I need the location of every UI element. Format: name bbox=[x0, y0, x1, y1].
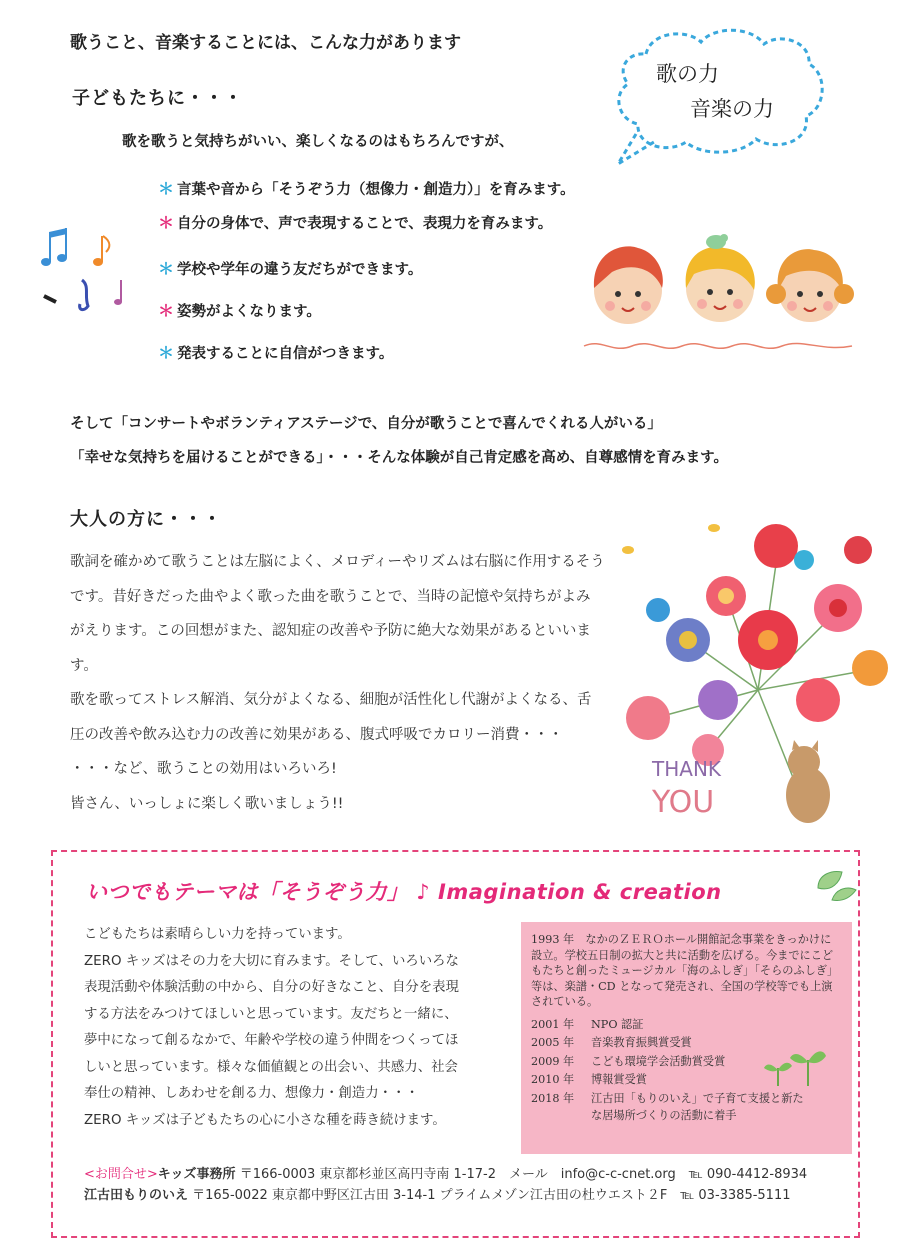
cloud-line-2: 音楽の力 bbox=[690, 97, 774, 121]
intro-line: 歌うこと、音楽することには、こんな力があります bbox=[70, 33, 461, 53]
history-row bbox=[531, 1016, 842, 1035]
history-year: 2018 年 bbox=[531, 1091, 575, 1105]
zero-body-line: ZERO キッズは子どもたちの心に小さな種を蒔き続けます。 bbox=[84, 1112, 446, 1128]
history-text: NPO 認証 bbox=[591, 1017, 644, 1031]
place-name: 江古田もりのいえ bbox=[84, 1188, 189, 1203]
adults-paragraph: 皆さん、いっしょに楽しく歌いましょう!! bbox=[70, 795, 344, 812]
history-text: 音楽教育振興賞受賞 bbox=[591, 1036, 692, 1049]
summary-line-1: そして「コンサートやボランティアステージで、自分が歌うことで喜んでくれる人がいる」 bbox=[70, 416, 662, 432]
zero-body-line: こどもたちは素晴らしい力を持っています。 bbox=[84, 927, 351, 942]
kids-bullet-text: 言葉や音から「そうぞう力（想像力・創造力）」を育みます。 bbox=[177, 182, 575, 198]
history-text: 江古田「もりのいえ」で子育て支援と新た bbox=[591, 1091, 804, 1105]
kids-bullet bbox=[158, 298, 321, 321]
zero-body-line: ZERO キッズはその力を大切に育みます。そして、いろいろな bbox=[84, 953, 459, 969]
summary-line-2: 「幸せな気持ちを届けることができる」・・・そんな体験が自己肯定感を高め、自尊感情を育みます。 bbox=[70, 450, 729, 466]
theme-banner: いつでもテーマは「そうぞう力」 ♪ Imagination & creation bbox=[86, 880, 722, 904]
adults-paragraph: 歌を歌ってストレス解消、気分がよくなる、細胞が活性化し代謝がよくなる、舌圧の改善や飲み込む力の改善に効果がある、腹式呼吸でカロリー消費・・・ bbox=[70, 692, 592, 743]
zero-body-line: しいと思っています。様々な価値観との出会い、共感力、社会 bbox=[84, 1059, 458, 1075]
history-text: 博報賞受賞 bbox=[591, 1073, 647, 1086]
contact-line-1 bbox=[84, 1163, 807, 1182]
office-name: キッズ事務所 bbox=[157, 1167, 236, 1182]
adults-paragraph: ・・・など、歌うことの効用はいろいろ! bbox=[70, 761, 337, 777]
adults-body bbox=[70, 545, 605, 821]
history-year: 2005 年 bbox=[531, 1036, 575, 1049]
kids-heading: 子どもたちに・・・ bbox=[72, 88, 243, 109]
zero-body-line: 表現活動や体験活動の中から、自分の好きなこと、自分を表現 bbox=[84, 980, 459, 995]
flower-bouquet-illustration bbox=[608, 490, 898, 840]
asterisk-icon: ＊ bbox=[158, 213, 175, 232]
history-intro: 1993 年 なかのＺＥＲＯホール開館記念事業をきっかけに設立。学校五日制の拡大と共に活動を広げる。今までにこどもたちと創ったミュージカル「海のふしぎ」「そらのふしぎ」等は、楽譜・CD となって発売され、全国の学校等でも上演されている。 bbox=[531, 933, 839, 1008]
history-text: こども環境学会活動賞受賞 bbox=[591, 1054, 726, 1068]
zero-body-line: 夢中になって創るなかで、年齢や学校の違う仲間をつくってほ bbox=[84, 1033, 459, 1048]
cloud-line-1: 歌の力 bbox=[656, 62, 719, 86]
adults-heading: 大人の方に・・・ bbox=[70, 509, 222, 530]
kids-bullet-text: 学校や学年の違う友だちができます。 bbox=[177, 262, 423, 278]
history-year: 2010 年 bbox=[531, 1073, 575, 1086]
zero-body-line: 奉仕の精神、しあわせを創る力、想像力・創造力・・・ bbox=[84, 1086, 419, 1101]
kids-bullet-text: 姿勢がよくなります。 bbox=[177, 304, 321, 320]
kids-bullet bbox=[158, 340, 393, 363]
kids-bullet bbox=[158, 176, 575, 199]
asterisk-icon: ＊ bbox=[158, 301, 175, 320]
history-continuation: な居場所づくりの活動に着手 bbox=[591, 1109, 737, 1122]
contact-line-2 bbox=[84, 1184, 791, 1203]
asterisk-icon: ＊ bbox=[158, 343, 175, 362]
sprout-icon bbox=[760, 1040, 832, 1086]
kids-bullet bbox=[158, 210, 552, 233]
history-row bbox=[531, 1090, 842, 1109]
leaf-icon bbox=[810, 866, 860, 906]
zero-kids-description bbox=[84, 922, 504, 1134]
contact-label: <お問合せ> bbox=[84, 1167, 158, 1182]
music-notes-illustration bbox=[34, 214, 144, 324]
place-details: 〒165-0022 東京都中野区江古田 3-14-1 プライムメゾン江古田の杜ウエスト２F ℡ 03-3385-5111 bbox=[192, 1188, 791, 1203]
kids-bullet-text: 自分の身体で、声で表現することで、表現力を育みます。 bbox=[177, 216, 553, 232]
adults-paragraph: 歌詞を確かめて歌うことは左脳によく、メロディーやリズムは右脳に作用するそうです。昔好きだった曲やよく歌った曲を歌うことで、当時の記憶や気持ちがよみがえります。この回想がまた、認知症の改善や予防に絶大な効果があるといいます。 bbox=[70, 554, 605, 674]
history-year: 2001 年 bbox=[531, 1017, 575, 1031]
you-text: YOU bbox=[652, 785, 715, 820]
zero-body-line: する方法をみつけてほしいと思っています。友だちと一緒に、 bbox=[84, 1006, 458, 1022]
kids-lead: 歌を歌うと気持ちがいい、楽しくなるのはもちろんですが、 bbox=[122, 134, 514, 150]
kids-bullet bbox=[158, 256, 422, 279]
kids-bullet-text: 発表することに自信がつきます。 bbox=[177, 346, 394, 362]
thank-text: THANK bbox=[652, 757, 722, 781]
asterisk-icon: ＊ bbox=[158, 259, 175, 278]
history-panel bbox=[521, 922, 852, 1154]
history-year: 2009 年 bbox=[531, 1054, 575, 1068]
office-details: 〒166-0003 東京都杉並区高円寺南 1-17-2 メール info@c-c-cnet.org ℡ 090-4412-8934 bbox=[239, 1167, 808, 1182]
children-faces-illustration bbox=[582, 228, 862, 360]
asterisk-icon: ＊ bbox=[158, 179, 175, 198]
